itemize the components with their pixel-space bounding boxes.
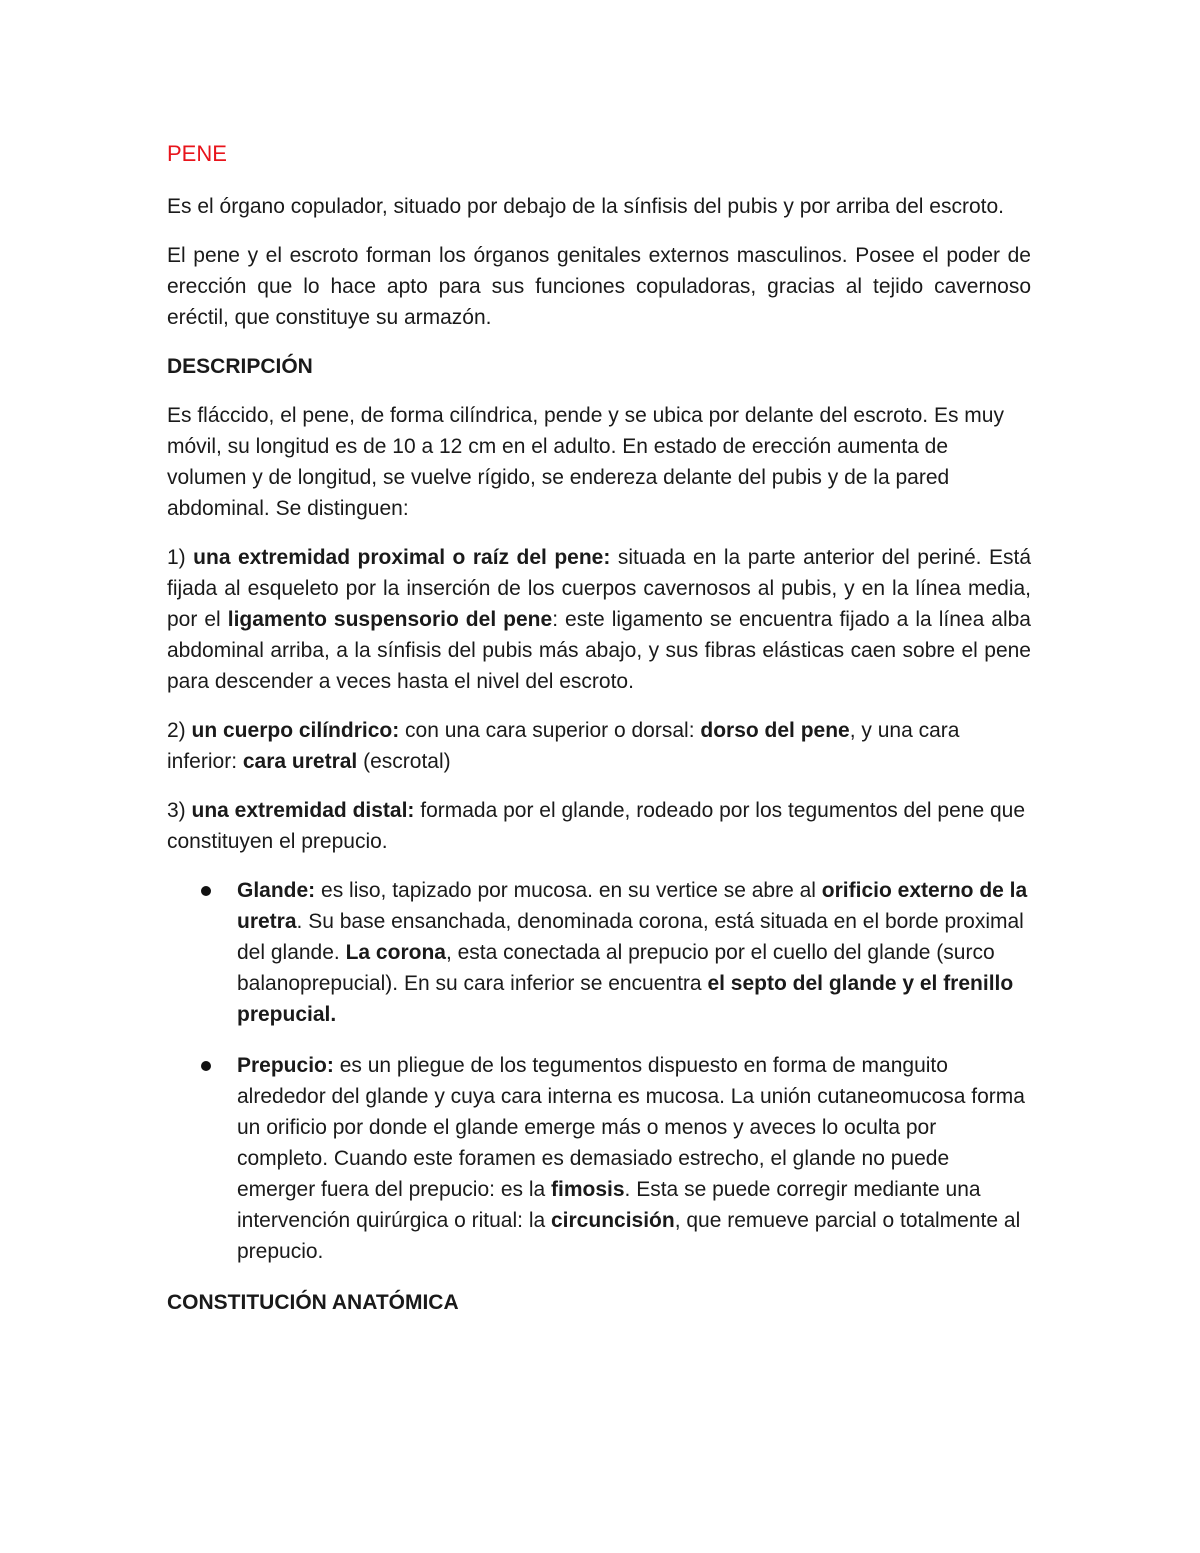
item-text: (escrotal) (357, 750, 451, 773)
bold-term: un cuerpo cilíndrico: (191, 719, 400, 742)
item-text: situada en la parte anterior del periné. Está fijada al esqueleto por la inserción de los cuerpos cavernosos al pubis, y en la línea media, por el (167, 546, 1031, 631)
bold-term: dorso del pene (700, 719, 850, 742)
bold-term: Prepucio: (237, 1054, 334, 1077)
bold-term: La corona (345, 941, 446, 964)
document-title: PENE (167, 141, 227, 166)
bold-term: el septo del glande y el frenillo prepucial. (237, 972, 1014, 1026)
intro-paragraph-2: El pene y el escroto forman los órganos genitales externos masculinos. Posee el poder de erección que lo hace apto para sus funciones copuladoras, gracias al tejido cavernoso eréctil, que constituye su armazón. (167, 244, 1031, 329)
document-page (167, 138, 1031, 1336)
bullet-text: . Esta se puede corregir mediante una intervención quirúrgica o ritual: la (237, 1178, 981, 1232)
item-number: 2) (167, 719, 192, 742)
numbered-item-3 (167, 795, 1031, 857)
bold-term: una extremidad distal: (191, 799, 415, 822)
item-text: formada por el glande, rodeado por los tegumentos del pene que constituyen el prepucio. (167, 799, 1025, 853)
item-text: , y una cara inferior: (167, 719, 960, 773)
item-number: 3) (167, 799, 192, 822)
bold-term: una extremidad proximal o raíz del pene: (193, 546, 611, 569)
description-paragraph: Es fláccido, el pene, de forma cilíndrica, pende y se ubica por delante del escroto. Es muy móvil, su longitud es de 10 a 12 cm en el adulto. En estado de erección aumenta de volumen y de longitud, se vuelve rígido, se endereza delante del pubis y de la pared abdominal. Se distinguen: (167, 404, 1004, 520)
bullet-text: , que remueve parcial o totalmente al prepucio. (237, 1209, 1021, 1263)
intro-paragraph-1: Es el órgano copulador, situado por debajo de la sínfisis del pubis y por arriba del escroto. (167, 195, 1005, 218)
bullet-text: , esta conectada al prepucio por el cuello del glande (surco balanoprepucial). En su cara inferior se encuentra (237, 941, 995, 995)
numbered-item-1 (167, 542, 1031, 697)
bold-term: Glande: (237, 879, 316, 902)
bold-term: orificio externo de la uretra (237, 879, 1028, 933)
bullet-list (167, 875, 1031, 1267)
item-text: con una cara superior o dorsal: (399, 719, 701, 742)
bullet-text: es un pliegue de los tegumentos dispuesto en forma de manguito alrededor del glande y cuya cara interna es mucosa. La unión cutaneomucosa forma un orificio por donde el glande emerge más o menos y aveces lo oculta por completo. Cuando este foramen es demasiado estrecho, el glande no puede emerger fuera del prepucio: es la (237, 1054, 1025, 1201)
bullet-item-prepucio (167, 1050, 1031, 1267)
item-number: 1) (167, 546, 194, 569)
bullet-text: . Su base ensanchada, denominada corona, está situada en el borde proximal del glande. (237, 910, 1024, 964)
bold-term: ligamento suspensorio del pene (227, 608, 553, 631)
bullet-item-glande (167, 875, 1031, 1030)
section-heading-descripcion: DESCRIPCIÓN (167, 355, 313, 378)
bold-term: fimosis (551, 1178, 625, 1201)
bullet-dot-icon (201, 886, 211, 896)
section-heading-constitucion: CONSTITUCIÓN ANATÓMICA (167, 1291, 459, 1314)
item-text: : este ligamento se encuentra fijado a la línea alba abdominal arriba, a la sínfisis del pubis más abajo, y sus fibras elásticas caen sobre el pene para descender a veces hasta el nivel del escroto. (167, 608, 1031, 693)
bold-term: circuncisión (551, 1209, 675, 1232)
numbered-item-2 (167, 715, 1031, 777)
bullet-dot-icon (201, 1061, 211, 1071)
bold-term: cara uretral (242, 750, 358, 773)
bullet-text: es liso, tapizado por mucosa. en su vertice se abre al (315, 879, 822, 902)
